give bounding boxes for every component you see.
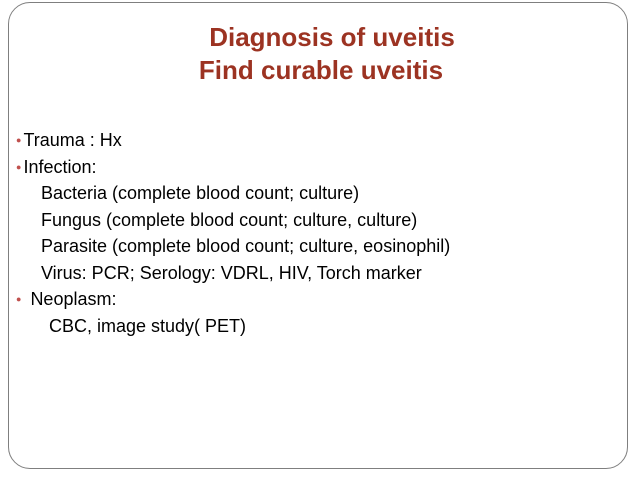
slide-subtitle: Find curable uveitis (198, 55, 444, 85)
bullet-dot-icon: ● (16, 135, 22, 145)
neoplasm-item-cbc: CBC, image study( PET) (49, 315, 247, 336)
bullet-dot-icon: ● (16, 161, 22, 172)
infection-item-bacteria: Bacteria (complete blood count; culture) (41, 183, 360, 203)
infection-item-parasite: Parasite (complete blood count; culture, eosinophil) (41, 236, 451, 256)
slide-title: Diagnosis of uveitis (209, 22, 455, 52)
bullet-infection (16, 154, 450, 181)
bullet-dot-icon: ● (16, 294, 22, 304)
infection-item-fungus: Fungus (complete blood count; culture, culture) (41, 209, 418, 230)
bullet-trauma-label: Trauma : Hx (23, 130, 122, 150)
bullet-infection-label: Infection: (23, 156, 97, 177)
bullet-neoplasm (16, 286, 450, 313)
bullet-trauma (16, 127, 450, 154)
infection-item-virus: Virus: PCR; Serology: VDRL, HIV, Torch marker (41, 262, 422, 283)
slide-content (16, 127, 450, 339)
bullet-neoplasm-label: Neoplasm: (30, 289, 117, 309)
